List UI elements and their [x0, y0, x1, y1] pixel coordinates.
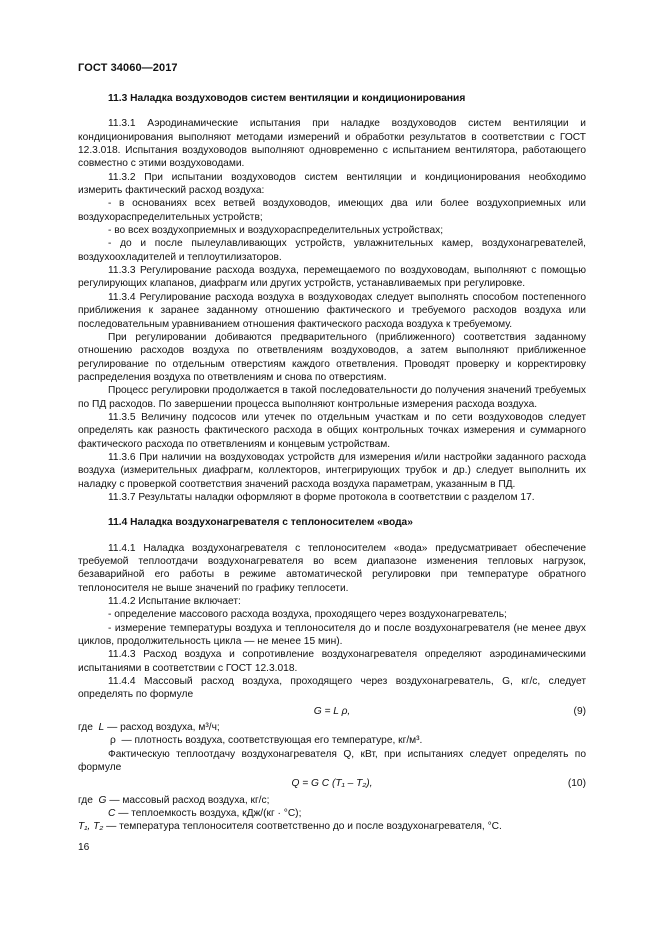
- definition-symbol: T₁, T₂: [78, 821, 104, 833]
- definition-lead: где: [78, 794, 93, 806]
- document-body: [78, 92, 586, 834]
- paragraph: 11.3.6 При наличии на воздуховодах устройств для измерения и/или настройки заданного расхода воздуха (измерительных диафрагм, коллекторов, интегрирующих трубок и др.) следует выполнить их наладку с проверкой соответствия значений расхода воздуха параметрам, указанным в ПД.: [78, 451, 586, 490]
- definition-symbol: ρ: [110, 735, 116, 747]
- list-item: - определение массового расхода воздуха, проходящего через воздухонагреватель;: [108, 609, 507, 621]
- paragraph: 11.4.3 Расход воздуха и сопротивление воздухонагревателя определяют аэродинамическими испытаниями в соответствии с ГОСТ 12.3.018.: [78, 649, 586, 674]
- formula-number: (10): [567, 778, 586, 790]
- list-item: - измерение температуры воздуха и теплоносителя до и после воздухонагревателя (не менее двух циклов, продолжительность цикла — не менее 15 мин).: [78, 622, 586, 648]
- definition-L: [78, 721, 586, 734]
- paragraph: 11.3.5 Величину подсосов или утечек по отдельным участкам и по сети воздуховодов следует определять как разность фактического расхода в общих контрольных точках измерения и суммарного фактического расхода по ответвлениям и концевым устройствам.: [78, 411, 586, 450]
- formula-expression: G = L ρ,: [313, 705, 351, 717]
- paragraph: 11.4.1 Наладка воздухонагревателя с теплоносителем «вода» предусматривает обеспечение требуемой теплоотдачи воздухонагревателя во всем диапазоне изменения тепловых нагрузок, безаварийной его работы в режиме автоматической регулировки при температуре обратного теплоносителя не выше значений по графику теплосети.: [78, 542, 586, 594]
- definition-symbol: C: [108, 807, 116, 819]
- formula-9: [78, 705, 586, 719]
- paragraph: Процесс регулировки продолжается в такой последовательности до получения значений требуемых по ПД расходов. По завершении процесса выполняют контрольные измерения расхода воздуха.: [78, 385, 586, 410]
- paragraph: Фактическую теплоотдачу воздухонагревателя Q, кВт, при испытаниях следует определять по формуле: [78, 748, 586, 773]
- list-item: - во всех воздухоприемных и воздухораспределительных устройствах;: [108, 225, 444, 237]
- paragraph: 11.3.2 При испытании воздуховодов систем вентиляции и кондиционирования необходимо измерить фактический расход воздуха:: [78, 171, 586, 197]
- definition-text: — расход воздуха, м³/ч;: [107, 721, 220, 733]
- paragraph: 11.3.3 Регулирование расхода воздуха, перемещаемого по воздуховодам, выполняют с помощью регулирующих клапанов, диафрагм или других устройств, устанавливаемых при регулировке.: [78, 265, 586, 290]
- formula-expression: Q = G C (T₁ – T₂),: [291, 778, 373, 790]
- paragraph: 11.3.4 Регулирование расхода воздуха в воздуховодах следует выполнять способом постепенного приближения к заранее заданному отношению фактического и требуемого расходов воздуха или последовательным уравниванием отношения фактического расхода воздуха к требуемому.: [78, 291, 586, 330]
- paragraph: 11.4.2 Испытание включает:: [108, 596, 241, 608]
- definition-text: — теплоемкость воздуха, кДж/(кг · °С);: [118, 807, 302, 819]
- standard-designation: ГОСТ 34060—2017: [78, 62, 178, 74]
- definition-C: [78, 807, 586, 820]
- definition-text: — плотность воздуха, соответствующая его температуре, кг/м³.: [121, 735, 423, 747]
- paragraph: 11.3.1 Аэродинамические испытания при наладке воздуховодов систем вентиляции и кондиционирования выполняют методами измерений и обработки результатов в соответствии с ГОСТ 12.3.018. Испытания воздуховодов выполняют одновременно с испытанием вентилятора, работающего совместно с этими воздуховодами.: [78, 118, 586, 170]
- definition-symbol: L: [98, 721, 105, 733]
- list-item: - в основаниях всех ветвей воздуховодов, имеющих два или более воздухоприемных или воздухораспределительных устройств;: [78, 198, 586, 223]
- section-heading-11-4: 11.4 Наладка воздухонагревателя с теплоносителем «вода»: [108, 517, 413, 529]
- definition-symbol: G: [98, 794, 107, 806]
- definition-text: — массовый расход воздуха, кг/с;: [109, 794, 270, 806]
- formula-10: [78, 777, 586, 791]
- definition-lead: где: [78, 721, 93, 733]
- definition-text: — температура теплоносителя соответственно до и после воздухонагревателя, °С.: [106, 821, 502, 833]
- formula-number: (9): [573, 705, 586, 717]
- page-number: 16: [78, 842, 90, 853]
- paragraph: 11.4.4 Массовый расход воздуха, проходящего через воздухонагреватель, G, кг/с, следует определять по формуле: [78, 676, 586, 701]
- paragraph: При регулировании добиваются предварительного (приближенного) соответствия заданному отношению расходов воздуха по ответвлениям воздуховодов, а затем выполняют приближенное регулирование по отдельным отверстиям каждого ответвления. Проводят проверку и корректировку распределения воздуха по ответвлениям и снова по отверстиям.: [78, 331, 586, 383]
- definition-G: [78, 794, 586, 807]
- definition-T: [78, 820, 586, 833]
- paragraph: 11.3.7 Результаты наладки оформляют в форме протокола в соответствии с разделом 17.: [108, 491, 535, 503]
- list-item: - до и после пылеулавливающих устройств, увлажнительных камер, воздухонагревателей, воздухоохладителей и теплоутилизаторов.: [78, 238, 586, 263]
- definition-rho: [78, 734, 586, 747]
- section-heading-11-3: 11.3 Наладка воздуховодов систем вентиляции и кондиционирования: [108, 93, 466, 104]
